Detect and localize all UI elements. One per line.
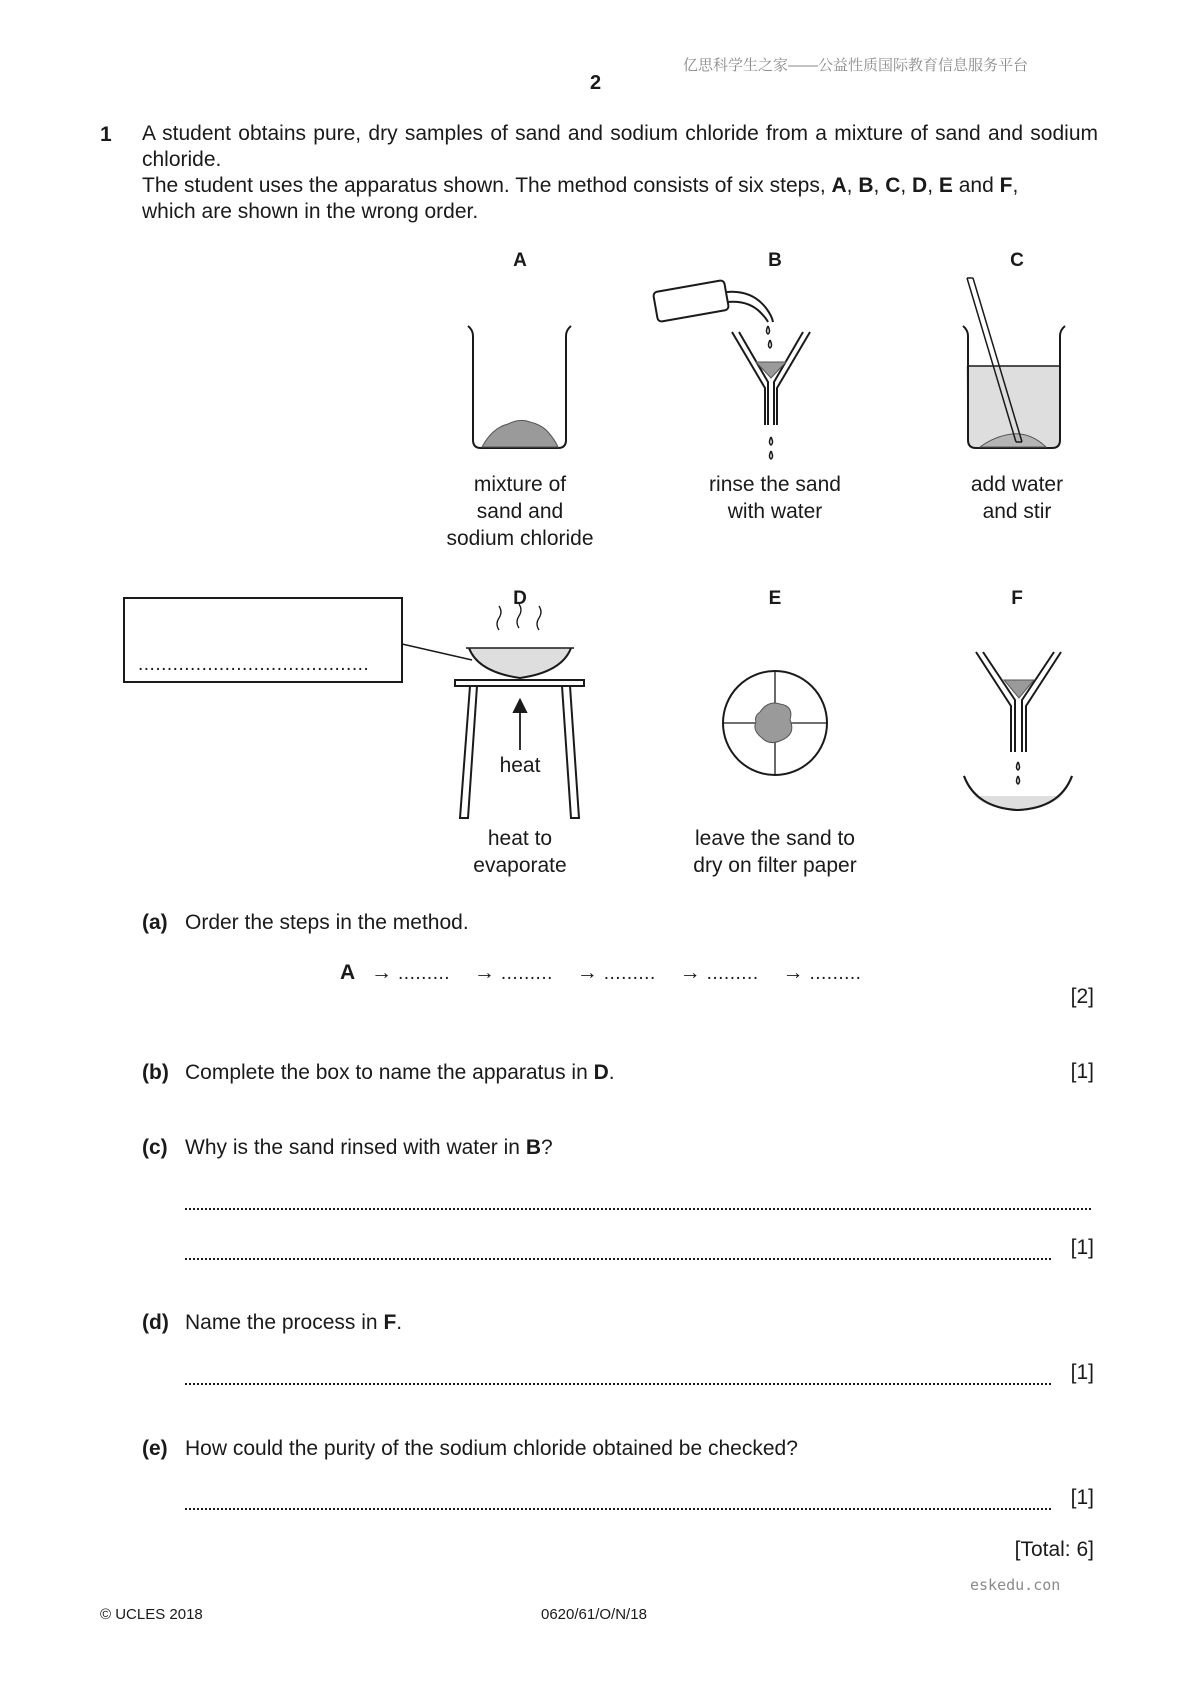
part-d-marks: [1] [1070, 1361, 1094, 1384]
part-a-label: (a) [142, 911, 168, 934]
filter-paper-drawing [722, 671, 828, 775]
order-blank-3[interactable]: ......... [603, 963, 656, 984]
beaker-a-drawing [468, 326, 571, 448]
part-e-answer-line[interactable] [185, 1508, 1051, 1510]
part-b-marks: [1] [1070, 1060, 1094, 1083]
part-c-answer-line-2[interactable] [185, 1258, 1051, 1260]
question-number: 1 [100, 123, 112, 146]
heat-label: heat [499, 754, 541, 777]
step-label-d: D [513, 588, 527, 609]
part-a-text: Order the steps in the method. [185, 911, 469, 934]
step-label-c: C [1010, 250, 1024, 271]
step-label-b: B [768, 250, 782, 271]
part-e-label: (e) [142, 1437, 168, 1460]
step-label-a: A [513, 250, 527, 271]
part-e-marks: [1] [1070, 1486, 1094, 1509]
site-watermark: eskedu.con [970, 1576, 1061, 1594]
step-order-sequence: A → ......... → ......... → ......... → ......... → ......... [340, 961, 862, 984]
order-blank-2[interactable]: ......... [500, 963, 553, 984]
part-c-label: (c) [142, 1136, 168, 1159]
part-b-text: Complete the box to name the apparatus in D. [185, 1061, 615, 1084]
page-number: 2 [590, 72, 602, 94]
copyright: © UCLES 2018 [100, 1606, 203, 1623]
apparatus-name-answer-line[interactable]: ........................................ [138, 654, 370, 675]
step-label-e: E [768, 588, 782, 609]
part-d-text: Name the process in F. [185, 1311, 403, 1334]
order-blank-5[interactable]: ......... [809, 963, 862, 984]
part-c-marks: [1] [1070, 1236, 1094, 1259]
caption-b: rinse the sand with water [709, 473, 841, 523]
order-blank-1[interactable]: ......... [398, 963, 451, 984]
total-marks: [Total: 6] [1014, 1538, 1094, 1561]
intro-sentence-3: which are shown in the wrong order. [142, 200, 479, 223]
beaker-c-drawing [963, 278, 1065, 448]
intro-sentence-1: A student obtains pure, dry samples of sand and sodium chloride from a mixture of sand and sodium chloride. [142, 122, 1098, 171]
caption-c: add water and stir [970, 473, 1064, 523]
part-d-label: (d) [142, 1311, 169, 1334]
watermark-text: 亿思科学生之家——公益性质国际教育信息服务平台 [683, 57, 1029, 74]
order-blank-4[interactable]: ......... [706, 963, 759, 984]
paper-code: 0620/61/O/N/18 [541, 1606, 647, 1623]
filtration-drawing [964, 652, 1072, 810]
step-label-f: F [1011, 588, 1023, 609]
intro-sentence-2: The student uses the apparatus shown. The method consists of six steps, A, B, C, D, E and F, [142, 174, 1019, 197]
part-c-text: Why is the sand rinsed with water in B? [185, 1136, 553, 1159]
part-d-answer-line[interactable] [185, 1383, 1051, 1385]
part-b-label: (b) [142, 1061, 169, 1084]
caption-d: heat to evaporate [473, 827, 567, 877]
caption-e: leave the sand to dry on filter paper [693, 827, 857, 877]
part-e-text: How could the purity of the sodium chloride obtained be checked? [185, 1437, 798, 1460]
wash-bottle-funnel-drawing [653, 280, 810, 459]
evaporating-basin-drawing [455, 604, 584, 818]
part-c-answer-line-1[interactable] [185, 1208, 1091, 1210]
part-a-marks: [2] [1070, 985, 1094, 1008]
caption-a: mixture of sand and sodium chloride [446, 473, 594, 550]
